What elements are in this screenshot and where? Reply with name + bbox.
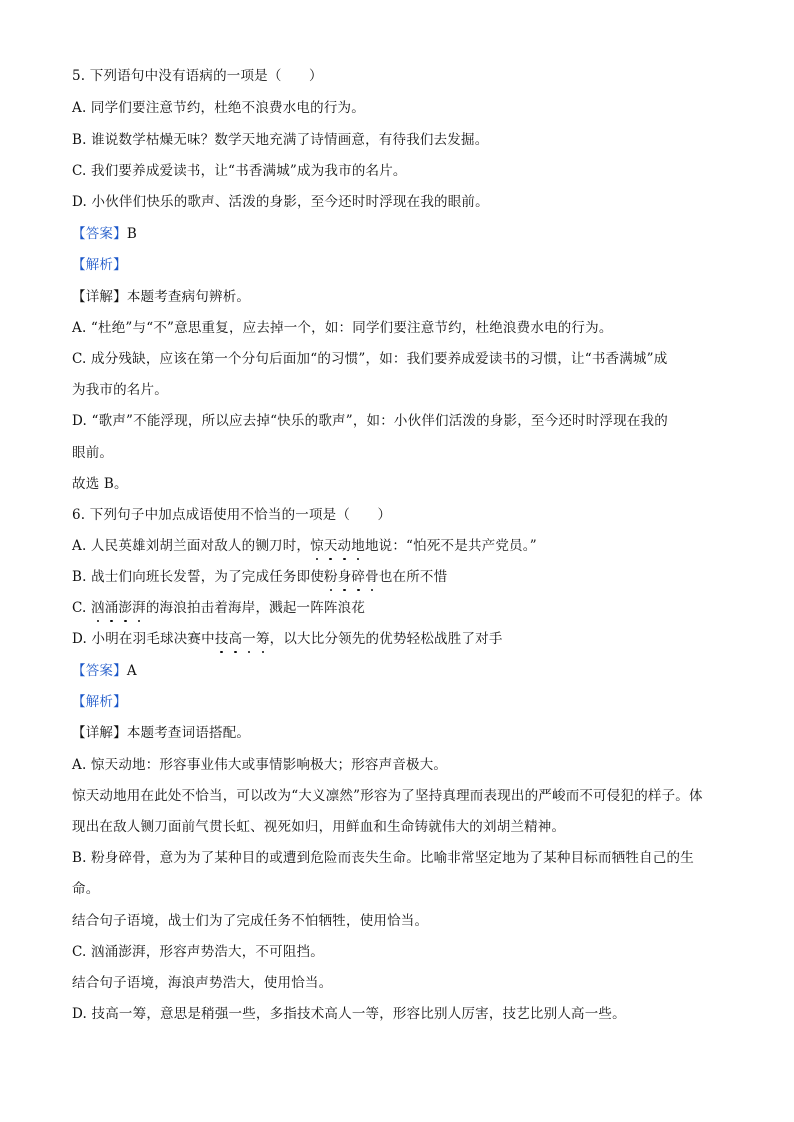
emphasis-dot-char: 身: [337, 569, 352, 585]
q5-answer-line: [72, 224, 732, 244]
q6-option-b-suffix: 也在所不惜: [378, 569, 448, 585]
emphasis-dot-char: 地: [351, 538, 365, 554]
q6-explanation-a-2: 惊天动地用在此处不恰当，可以改为“大义凛然”形容为了坚持真理而表现出的严峻而不可侵犯的样子。体: [72, 788, 703, 804]
q6-option-b-idiom: [324, 569, 379, 585]
q6-option-b-prefix: B. 战士们向班长发誓，为了完成任务即使: [72, 569, 325, 585]
emphasis-dot-char: 澎: [118, 600, 133, 616]
q5-conclusion: 故选 B。: [72, 476, 128, 492]
q5-option-a: A. 同学们要注意节约，杜绝不浪费水电的行为。: [72, 100, 365, 116]
q5-answer-tag: 【答案】: [72, 226, 127, 242]
q6-option-c-prefix: C.: [72, 600, 92, 616]
q5-detail-line: [72, 287, 732, 307]
q6-option-c-idiom: [91, 600, 146, 616]
q6-explanation-b-3: 结合句子语境，战士们为了完成任务不怕牺牲，使用恰当。: [72, 913, 429, 929]
q6-option-c-suffix: 的海浪拍击着海岸，溅起一阵阵浪花: [145, 600, 366, 616]
emphasis-dot-char: 涌: [104, 600, 119, 616]
emphasis-dot-char: 动: [337, 538, 352, 554]
q6-option-a-idiom: [310, 538, 365, 554]
q6-option-a-suffix: 地说：“怕死不是共产党员。”: [364, 538, 537, 554]
q6-explanation-a-1: A. 惊天动地：形容事业伟大或事情影响极大；形容声音极大。: [72, 757, 448, 773]
q6-detail-tag: 【详解】: [72, 725, 127, 741]
q6-analysis-tag: 【解析】: [72, 694, 127, 710]
q6-explanation-c-1: C. 汹涌澎湃，形容声势浩大，不可阻挡。: [72, 944, 324, 960]
q5-analysis-tag: 【解析】: [72, 257, 127, 273]
emphasis-dot-char: 天: [323, 538, 338, 554]
emphasis-dot-char: 碎: [351, 569, 366, 585]
emphasis-dot-char: 骨: [365, 569, 379, 585]
q5-option-d: D. 小伙伴们快乐的歌声、活泼的身影，至今还时时浮现在我的眼前。: [72, 194, 489, 210]
q5-explanation-d-2: 眼前。: [72, 445, 114, 461]
emphasis-dot-char: 汹: [91, 600, 105, 616]
q6-option-b: [72, 567, 732, 587]
q6-explanation-c-2: 结合句子语境，海浪声势浩大，使用恰当。: [72, 975, 333, 991]
q6-analysis-line: [72, 692, 732, 712]
q6-answer-tag: 【答案】: [72, 663, 127, 679]
emphasis-dot-char: 技: [214, 631, 229, 647]
q6-answer-value: A: [126, 663, 137, 679]
q6-option-d: [72, 629, 732, 649]
q6-option-a-prefix: A. 人民英雄刘胡兰面对敌人的铡刀时，: [72, 538, 311, 554]
q6-explanation-b-1: B. 粉身碎骨，意为为了某种目的或遭到危险而丧失生命。比喻非常坚定地为了某种目标而牺牲自己的生: [72, 850, 694, 866]
q5-option-b: B. 谁说数学枯燥无味？数学天地充满了诗情画意，有待我们去发掘。: [72, 132, 489, 148]
q6-explanation-b-2: 命。: [72, 881, 100, 897]
q5-explanation-c-2: 为我市的名片。: [72, 382, 168, 398]
q6-option-d-suffix: ，以大比分领先的优势轻松战胜了对手: [269, 631, 503, 647]
emphasis-dot-char: 粉: [324, 569, 338, 585]
emphasis-dot-char: 一: [242, 631, 256, 647]
q6-detail-line: [72, 723, 732, 743]
q5-detail-text: 本题考查病句辨析。: [126, 289, 251, 305]
q6-detail-text: 本题考查词语搭配。: [126, 725, 251, 741]
q5-option-c: C. 我们要养成爱读书，让“书香满城”成为我市的名片。: [72, 163, 407, 179]
q6-explanation-a-3: 现出在敌人铡刀面前气贯长虹、视死如归，用鲜血和生命铸就伟大的刘胡兰精神。: [72, 819, 566, 835]
q6-stem: 6. 下列句子中加点成语使用不恰当的一项是（ ）: [72, 507, 392, 523]
q5-explanation-c-1: C. 成分残缺，应该在第一个分句后面加“的习惯”，如：我们要养成爱读书的习惯，让“书香满城”成: [72, 351, 668, 367]
q5-detail-tag: 【详解】: [72, 289, 127, 305]
q6-answer-line: [72, 661, 732, 681]
q5-explanation-a: A. “杜绝”与“不”意思重复，应去掉一个，如：同学们要注意节约，杜绝浪费水电的行为。: [72, 320, 613, 336]
q6-option-a: [72, 536, 732, 556]
emphasis-dot-char: 高: [228, 631, 243, 647]
q5-explanation-d-1: D. “歌声”不能浮现，所以应去掉“快乐的歌声”，如：小伙伴们活泼的身影，至今还时时浮现在我的: [72, 413, 668, 429]
q6-option-d-prefix: D. 小明在羽毛球决赛中: [72, 631, 215, 647]
q6-explanation-d-1: D. 技高一筹，意思是稍强一些，多指技术高人一等，形容比别人厉害，技艺比别人高一些。: [72, 1006, 626, 1022]
q5-analysis-line: [72, 255, 732, 275]
q5-stem: 5. 下列语句中没有语病的一项是（ ）: [72, 68, 323, 84]
q6-option-c: [72, 598, 732, 618]
q5-answer-value: B: [126, 226, 137, 242]
q6-option-d-idiom: [215, 631, 270, 647]
emphasis-dot-char: 湃: [132, 600, 146, 616]
emphasis-dot-char: 惊: [310, 538, 324, 554]
emphasis-dot-char: 筹: [255, 631, 270, 647]
